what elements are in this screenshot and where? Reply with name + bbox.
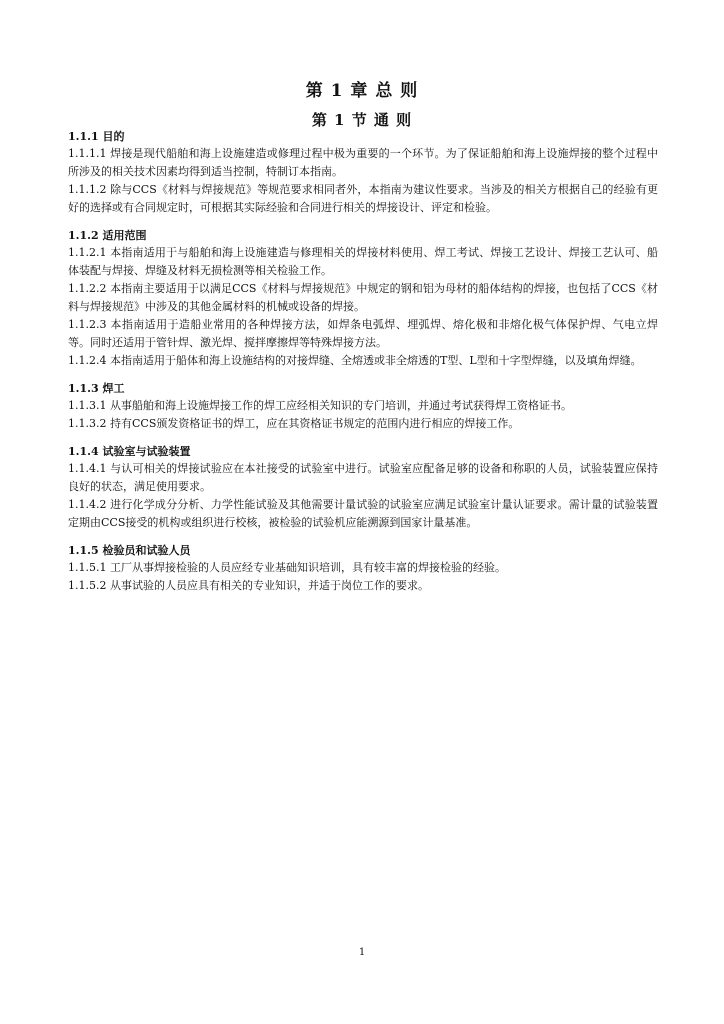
paragraph: 1.1.2.3 本指南适用于造船业常用的各种焊接方法，如焊条电弧焊、埋弧焊、熔化极和非熔化极气体保护焊、气电立焊等。同时还适用于管针焊、激光焊、搅拌摩擦焊等特殊焊接方法。 (68, 318, 658, 349)
document-body (68, 128, 658, 605)
subsection-heading: 1.1.3 焊工 (68, 382, 125, 395)
subsection-heading: 1.1.2 适用范围 (68, 229, 147, 242)
paragraph: 1.1.1.1 焊接是现代船舶和海上设施建造或修理过程中极为重要的一个环节。为了保证船舶和海上设施焊接的整个过程中所涉及的相关技术因素均得到适当控制，特制订本指南。 (68, 147, 658, 178)
subsection-heading: 1.1.1 目的 (68, 130, 125, 143)
paragraph: 1.1.5.1 工厂从事焊接检验的人员应经专业基础知识培训，具有较丰富的焊接检验的经验。 (68, 561, 506, 574)
paragraph: 1.1.5.2 从事试验的人员应具有相关的专业知识，并适于岗位工作的要求。 (68, 579, 429, 592)
chapter-title: 第 1 章 总 则 (305, 81, 419, 101)
paragraph: 1.1.2.4 本指南适用于船体和海上设施结构的对接焊缝、全熔透或非全熔透的T型、L型和十字型焊缝，以及填角焊缝。 (68, 354, 642, 367)
section-block-1-1-2 (68, 227, 658, 370)
paragraph: 1.1.1.2 除与CCS《材料与焊接规范》等规范要求相同者外，本指南为建议性要求。当涉及的相关方根据自己的经验有更好的选择或有合同规定时，可根据其实际经验和合同进行相关的焊接设计、评定和检验。 (68, 183, 658, 214)
page-number: 1 (358, 947, 366, 958)
paragraph: 1.1.4.1 与认可相关的焊接试验应在本社接受的试验室中进行。试验室应配备足够的设备和称职的人员，试验装置应保持良好的状态，满足使用要求。 (68, 462, 658, 493)
paragraph: 1.1.2.1 本指南适用于与船舶和海上设施建造与修理相关的焊接材料使用、焊工考试、焊接工艺设计、焊接工艺认可、船体装配与焊接、焊缝及材料无损检测等相关检验工作。 (68, 246, 658, 277)
paragraph: 1.1.2.2 本指南主要适用于以满足CCS《材料与焊接规范》中规定的钢和铝为母材的船体结构的焊接，也包括了CCS《材料与焊接规范》中涉及的其他金属材料的机械或设备的焊接。 (68, 282, 658, 313)
section-block-1-1-4 (68, 443, 658, 532)
section-block-1-1-3 (68, 380, 658, 433)
subsection-heading: 1.1.4 试验室与试验装置 (68, 445, 191, 458)
paragraph: 1.1.4.2 进行化学成分分析、力学性能试验及其他需要计量试验的试验室应满足试验室计量认证要求。需计量的试验装置定期由CCS接受的机构或组织进行校核，被检验的试验机应能溯源到国家计量基准。 (68, 498, 658, 529)
section-title: 第 1 节 通 则 (311, 111, 413, 129)
paragraph: 1.1.3.2 持有CCS颁发资格证书的焊工，应在其资格证书规定的范围内进行相应的焊接工作。 (68, 417, 520, 430)
section-block-1-1-1 (68, 128, 658, 217)
section-block-1-1-5 (68, 542, 658, 595)
subsection-heading: 1.1.5 检验员和试验人员 (68, 544, 191, 557)
paragraph: 1.1.3.1 从事船舶和海上设施焊接工作的焊工应经相关知识的专门培训，并通过考试获得焊工资格证书。 (68, 399, 572, 412)
